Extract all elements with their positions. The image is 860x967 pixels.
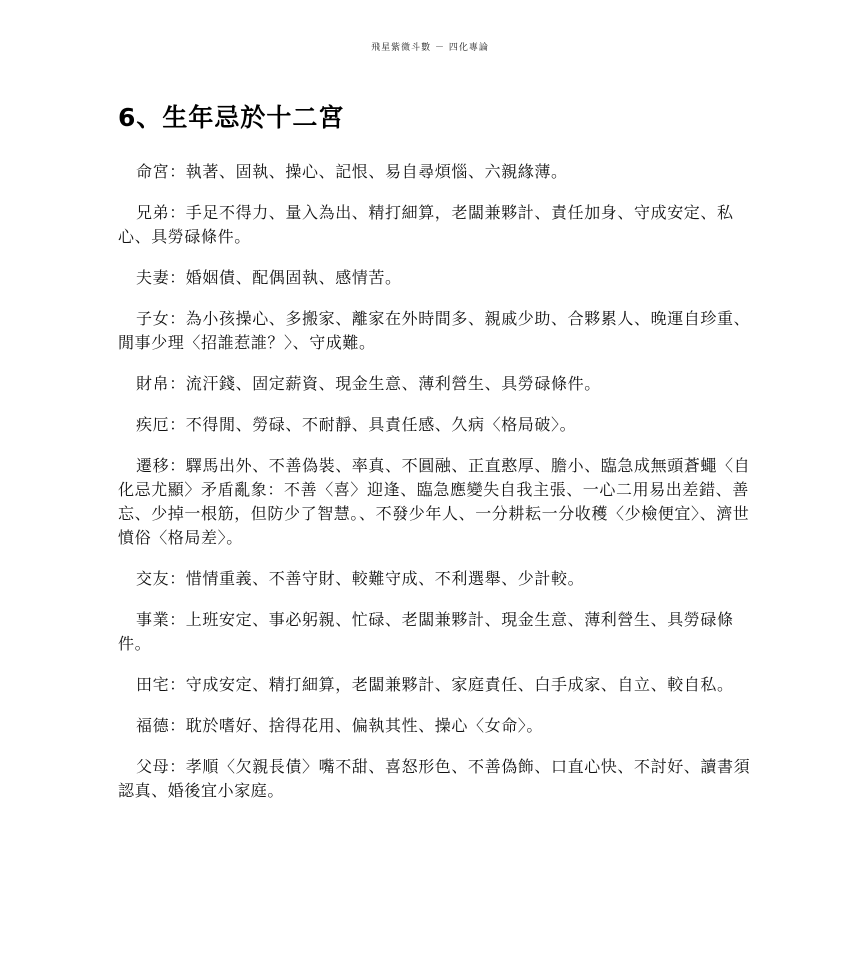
palace-career: 事業：上班安定、事必躬親、忙碌、老闆兼夥計、現金生意、薄利營生、具勞碌條件。 [118,610,734,653]
palace-list [118,160,763,820]
palace-parents: 父母：孝順〈欠親長債〉嘴不甜、喜怒形色、不善偽飾、口直心快、不討好、讀書須認真、婚後宜小家庭。 [118,757,751,800]
palace-spouse: 夫妻：婚姻債、配偶固執、感情苦。 [136,268,402,287]
palace-children: 子女：為小孩操心、多搬家、離家在外時間多、親戚少助、合夥累人、晚運自珍重、閒事少理〈招誰惹誰？〉、守成難。 [118,309,751,352]
section-title: 6、生年忌於十二宮 [118,103,345,132]
palace-property: 田宅：守成安定、精打細算，老闆兼夥計、家庭責任、白手成家、自立、較自私。 [136,675,734,694]
palace-health: 疾厄：不得閒、勞碌、不耐靜、具責任感、久病〈格局破〉。 [136,415,577,434]
palace-travel: 遷移：驛馬出外、不善偽裝、率真、不圓融、正直憨厚、膽小、臨急成無頭蒼蠅〈自化忌尤顯〉矛盾亂象：不善〈喜〉迎逢、臨急應變失自我主張、一心二用易出差錯、善忘、少掉一根筋，但防少了智慧。、不發少年人、一分耕耘一分收穫〈少檢便宜〉、濟世憤俗〈格局差〉。 [118,456,751,547]
running-header: 飛星紫微斗數 － 四化專論 [371,43,489,53]
palace-ming: 命宮：執著、固執、操心、記恨、易自尋煩惱、六親緣薄。 [136,162,568,181]
palace-fortune: 福德：耽於嗜好、捨得花用、偏執其性、操心〈女命〉。 [136,716,544,735]
palace-wealth: 財帛：流汗錢、固定薪資、現金生意、薄利營生、具勞碌條件。 [136,374,601,393]
palace-siblings: 兄弟：手足不得力、量入為出、精打細算，老闆兼夥計、責任加身、守成安定、私心、具勞碌條件。 [118,203,734,246]
palace-friends: 交友：惜情重義、不善守財、較難守成、不利選舉、少計較。 [136,569,585,588]
